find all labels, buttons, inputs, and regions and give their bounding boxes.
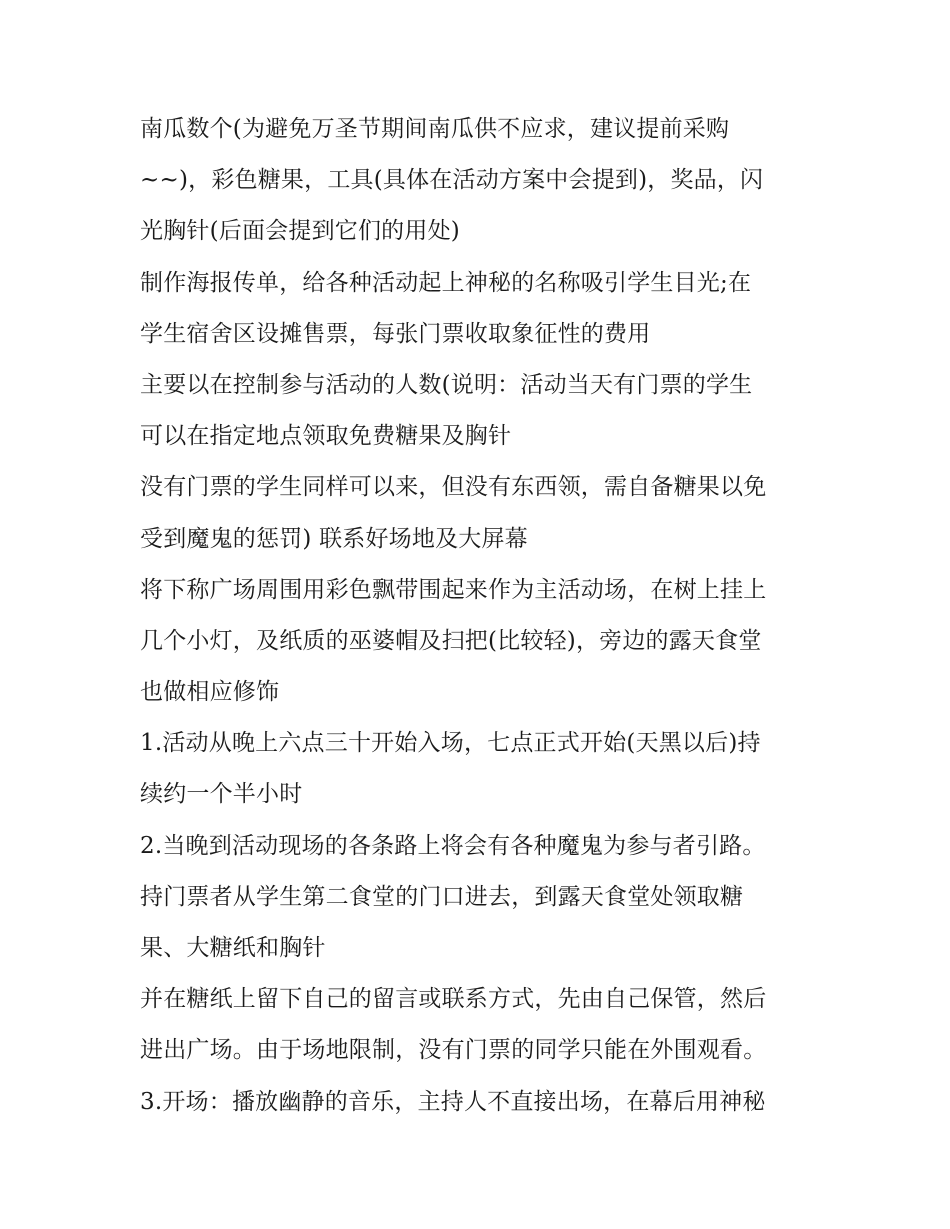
text-line: 学生宿舍区设摊售票，每张门票收取象征性的费用 bbox=[140, 320, 651, 347]
text-line: 进出广场。由于场地限制，没有门票的同学只能在外围观看。 bbox=[140, 1037, 767, 1064]
text-line: 持门票者从学生第二食堂的门口进去，到露天食堂处领取糖 bbox=[140, 883, 744, 910]
text-line: 光胸针(后面会提到它们的用处) bbox=[140, 218, 460, 245]
text-line: 可以在指定地点领取免费糖果及胸针 bbox=[140, 423, 512, 450]
text-line: 南瓜数个(为避免万圣节期间南瓜供不应求，建议提前采购 bbox=[140, 116, 730, 142]
text-line: 果、大糖纸和胸针 bbox=[140, 935, 326, 961]
text-line: 制作海报传单，给各种活动起上神秘的名称吸引学生目光;在 bbox=[140, 269, 752, 296]
text-line: 3.开场：播放幽静的音乐，主持人不直接出场，在幕后用神秘 bbox=[140, 1088, 766, 1115]
text-line: ~~)，彩色糖果，工具(具体在活动方案中会提到)，奖品，闪 bbox=[140, 167, 764, 194]
text-line: 将下称广场周围用彩色飘带围起来作为主活动场，在树上挂上 bbox=[140, 576, 767, 603]
text-line: 几个小灯，及纸质的巫婆帽及扫把(比较轻)，旁边的露天食堂 bbox=[140, 627, 762, 654]
text-line: 1.活动从晚上六点三十开始入场，七点正式开始(天黑以后)持 bbox=[140, 730, 761, 757]
text-line: 续约一个半小时 bbox=[140, 781, 303, 808]
text-line: 没有门票的学生同样可以来，但没有东西领，需自备糖果以免 bbox=[140, 474, 767, 501]
document-body bbox=[140, 104, 830, 1128]
text-line: 也做相应修饰 bbox=[140, 679, 280, 706]
text-line: 主要以在控制参与活动的人数(说明：活动当天有门票的学生 bbox=[140, 371, 753, 398]
text-line: 2.当晚到活动现场的各条路上将会有各种魔鬼为参与者引路。 bbox=[140, 832, 766, 859]
text-line: 并在糖纸上留下自己的留言或联系方式，先由自己保管，然后 bbox=[140, 986, 767, 1013]
text-line: 受到魔鬼的惩罚) 联系好场地及大屏幕 bbox=[140, 525, 528, 552]
